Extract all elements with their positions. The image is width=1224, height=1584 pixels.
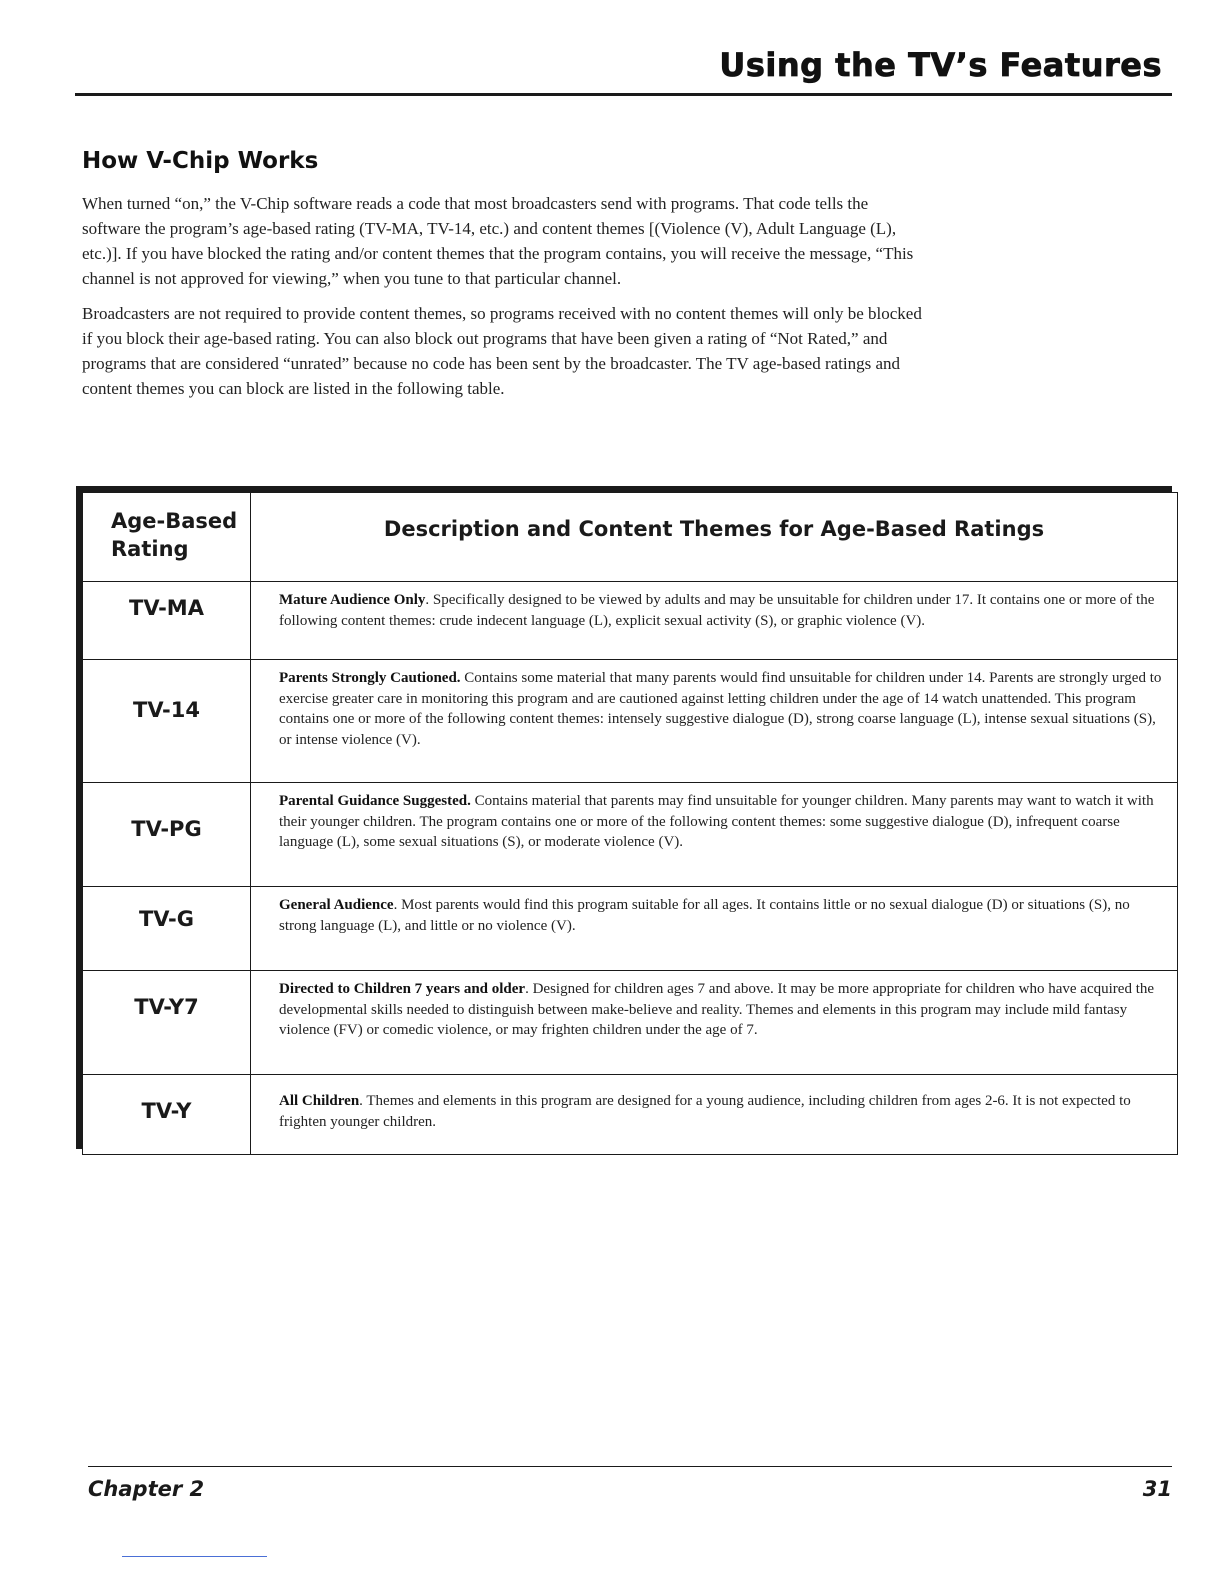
rating-text: Contains material that parents may find unsuitable for younger children. Many parents may want to watch it with their younger children. The program contains one or more of the following content themes: some suggestive dialogue (D), infrequent coarse language (L), some sexual situations (S), or moderate violence (V). (279, 793, 1154, 850)
ratings-table (82, 492, 1178, 1155)
rating-code: TV-14 (83, 660, 251, 783)
rating-description (251, 887, 1178, 971)
table-row (83, 887, 1178, 971)
rating-description (251, 783, 1178, 887)
table-row (83, 1075, 1178, 1155)
rating-code: TV-PG (83, 783, 251, 887)
rating-code: TV-G (83, 887, 251, 971)
rating-text: . Themes and elements in this program are designed for a young audience, including children from ages 2-6. It is not expected to frighten younger children. (279, 1093, 1131, 1130)
rating-text: . Most parents would find this program suitable for all ages. It contains little or no sexual dialogue (D) or situations (S), no strong language (L), and little or no violence (V). (279, 897, 1130, 934)
rating-lead: Directed to Children 7 years and older (279, 981, 526, 997)
rating-text: . Specifically designed to be viewed by adults and may be unsuitable for children under 17. It contains one or more of the following content themes: crude indecent language (L), explicit sexual activity (S), or graphic violence (V). (279, 592, 1155, 629)
table-row (83, 660, 1178, 783)
rating-description (251, 660, 1178, 783)
footer-chapter: Chapter 2 (88, 1477, 205, 1501)
table-row (83, 971, 1178, 1075)
rating-text: . Designed for children ages 7 and above. It may be more appropriate for children who have acquired the developmental skills needed to distinguish between make-believe and reality. Themes and elements in this program may include mild fantasy violence (FV) or comedic violence, or may frighten children under the age of 7. (279, 981, 1155, 1038)
rating-lead: Parents Strongly Cautioned. (279, 670, 461, 686)
rating-text: Contains some material that many parents would find unsuitable for children under 14. Parents are strongly urged to exercise greater care in monitoring this program and are cautioned against letting children under the age of 14 watch unattended. This program contains one or more of the following content themes: intensely suggestive dialogue (D), strong coarse language (L), intense sexual situations (S), or intense violence (V). (279, 670, 1162, 748)
page-footer (88, 1466, 1172, 1501)
table-row (83, 582, 1178, 660)
rating-lead: General Audience (279, 897, 394, 913)
rating-code: TV-MA (83, 582, 251, 660)
table-row (83, 783, 1178, 887)
rating-lead: Mature Audience Only (279, 592, 426, 608)
intro-text (82, 191, 927, 411)
rating-code: TV-Y7 (83, 971, 251, 1075)
header-age-based-rating: Age-Based Rating (83, 493, 251, 582)
intro-paragraph: When turned “on,” the V-Chip software reads a code that most broadcasters send with programs. That code tells the software the program’s age-based rating (TV-MA, TV-14, etc.) and content themes [(Violence (V), Adult Language (L), etc.)]. If you have blocked the rating and/or content themes that the program contains, you will receive the message, “This channel is not approved for viewing,” when you tune to that particular channel. (82, 194, 914, 288)
page-header-title: Using the TV’s Features (719, 46, 1162, 84)
footer-page-number: 31 (1142, 1477, 1172, 1501)
rating-description (251, 1075, 1178, 1155)
intro-paragraph: Broadcasters are not required to provide content themes, so programs received with no content themes will only be blocked if you block their age-based rating. You can also block out programs that have been given a rating of “Not Rated,” and programs that are considered “unrated” because no code has been sent by the broadcaster. The TV age-based ratings and content themes you can block are listed in the following table. (82, 304, 922, 398)
rating-description (251, 582, 1178, 660)
decorative-rule (122, 1556, 267, 1557)
rating-lead: Parental Guidance Suggested. (279, 793, 471, 809)
table-header-row (83, 493, 1178, 582)
page-header (75, 40, 1172, 96)
header-description: Description and Content Themes for Age-Based Ratings (251, 493, 1178, 582)
rating-lead: All Children (279, 1093, 360, 1109)
rating-description (251, 971, 1178, 1075)
rating-code: TV-Y (83, 1075, 251, 1155)
section-heading: How V-Chip Works (82, 148, 319, 174)
